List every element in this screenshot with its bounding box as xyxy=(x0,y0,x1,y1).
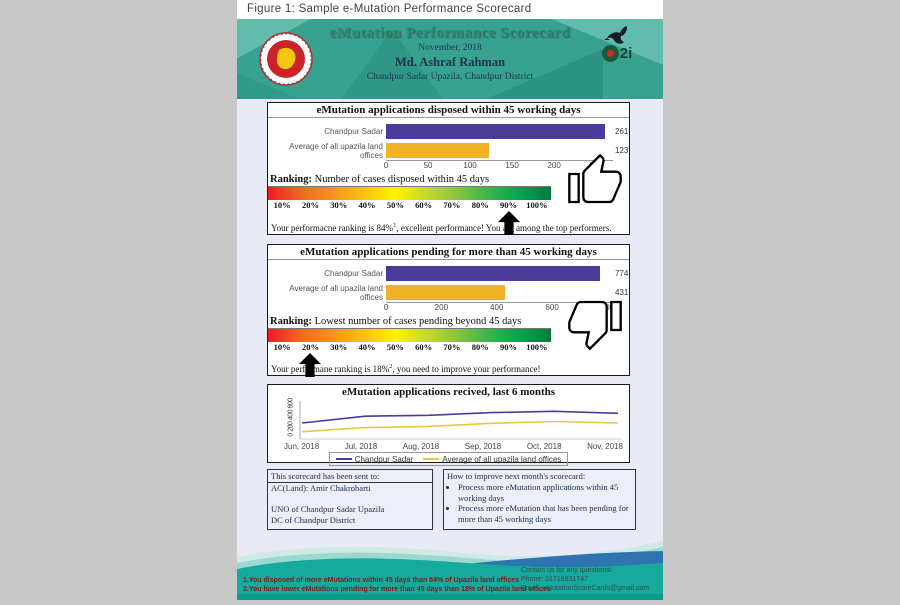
scale-label: 10% xyxy=(273,342,291,352)
bar-value: 431 xyxy=(615,288,629,297)
x-axis-labels xyxy=(284,442,623,451)
bar-label: Chandpur Sadar xyxy=(324,127,383,136)
sent-to-header: This scorecard has been sent to: xyxy=(268,470,432,483)
scale-label: 60% xyxy=(415,342,433,352)
panel-pending-title: eMutation applications pending for more than 45 working days xyxy=(268,245,629,260)
ranking-gradient-bar xyxy=(268,328,551,342)
axis-tick: 600 xyxy=(545,303,559,312)
legend-label: Chandpur Sadar xyxy=(354,454,414,464)
panel-disposed xyxy=(267,102,630,235)
legend-swatch xyxy=(423,458,439,460)
scale-label: 50% xyxy=(386,342,404,352)
scale-label: 20% xyxy=(301,342,319,352)
ranking-caption: Ranking: Lowest number of cases pending beyond 45 days xyxy=(270,316,522,327)
scale-label: 20% xyxy=(301,200,319,210)
ranking-caption: Ranking: Number of cases disposed within 45 days xyxy=(270,174,490,185)
pending-result-text: Your performane ranking is 18%$^2$, you need to improve your performance! xyxy=(271,363,541,374)
ranking-gradient-bar xyxy=(268,186,551,200)
sent-to-line: DC of Chandpur District xyxy=(271,515,356,525)
panel-received-title: eMutation applications recived, last 6 months xyxy=(341,386,556,398)
legend-swatch xyxy=(336,458,352,460)
contact-email: Email: eMutationScoreCards@gmail.com xyxy=(521,585,650,592)
line-plot xyxy=(292,400,626,442)
sent-to-line: UNO of Chandpur Sadar Upazila xyxy=(271,504,385,514)
x-tick-label: Aug, 2018 xyxy=(402,442,440,451)
thumbs-down-icon xyxy=(567,295,623,351)
y-axis-labels: 0 200 400 600 xyxy=(287,398,295,437)
legend-item xyxy=(336,455,414,464)
bar-value: 261 xyxy=(615,127,629,136)
improve-bullet: • Process more eMutation that has been pending for more than 45 working days xyxy=(458,503,632,524)
scale-label: 90% xyxy=(500,200,518,210)
bar-row xyxy=(268,264,629,283)
bar-row xyxy=(268,122,629,141)
office-name: Chandpur Sadar Upazila, Chandpur District xyxy=(366,72,534,82)
contact-info xyxy=(521,566,649,593)
scale-label: 70% xyxy=(443,342,461,352)
bar-label: Average of all upazila land offices xyxy=(289,283,383,302)
scale-label: 70% xyxy=(443,200,461,210)
contact-phone: Phone: 01716931747 xyxy=(521,576,588,583)
a2i-a-icon xyxy=(602,45,619,62)
scorecard-header xyxy=(237,19,663,99)
scale-label: 80% xyxy=(471,342,489,352)
scale-label: 50% xyxy=(386,200,404,210)
scale-label: 10% xyxy=(273,200,291,210)
scale-label: 100% xyxy=(526,200,548,210)
footnote-2: 2.You have lower eMutations pending for more than 45 days than 18% of Upazila land offices xyxy=(243,586,551,593)
scale-label: 60% xyxy=(415,200,433,210)
axis-tick: 200 xyxy=(547,161,561,170)
bar-chandpur xyxy=(386,266,600,281)
bar-label: Average of all upazila land offices xyxy=(289,141,383,160)
officer-name: Md. Ashraf Rahman xyxy=(394,55,506,69)
bar-value: 774 xyxy=(615,269,629,278)
scale-label: 80% xyxy=(471,200,489,210)
x-tick-label: Sep, 2018 xyxy=(464,442,502,451)
a2i-label: 2i xyxy=(619,45,633,62)
sent-to-table xyxy=(267,469,433,530)
figure-caption: Figure 1: Sample e-Mutation Performance Scorecard xyxy=(237,0,663,19)
thumbs-up-icon xyxy=(567,153,623,209)
scale-label: 90% xyxy=(500,342,518,352)
axis-tick: 100 xyxy=(463,161,477,170)
line-series xyxy=(302,422,618,432)
scale-label: 40% xyxy=(358,342,376,352)
axis-tick: 150 xyxy=(505,161,519,170)
footnotes xyxy=(243,576,551,594)
axis-tick: 50 xyxy=(423,161,433,170)
axis-tick: 0 xyxy=(383,161,389,170)
sent-to-line: AC(Land): Amir Chakrobarti xyxy=(271,483,371,493)
improve-header: How to improve next month's scorecard: xyxy=(447,471,586,481)
x-tick-label: Oct, 2018 xyxy=(526,442,562,451)
legend-item xyxy=(423,455,561,464)
scorecard-figure xyxy=(237,0,663,600)
scorecard-title: eMutation Performance Scorecard xyxy=(329,25,571,41)
legend-label: Average of all upazila land offices xyxy=(442,454,562,464)
contact-line: Contact us for any questions! xyxy=(521,567,612,574)
bird-icon xyxy=(604,25,630,47)
sent-to-line xyxy=(268,494,432,504)
scale-labels xyxy=(268,200,551,210)
axis-tick: 200 xyxy=(434,303,449,312)
scale-label: 40% xyxy=(358,200,376,210)
axis-tick: 0 xyxy=(383,303,389,312)
scale-label: 100% xyxy=(526,342,548,352)
scale-labels xyxy=(268,342,551,352)
x-tick-label: Nov, 2018 xyxy=(587,442,623,451)
a2i-logo xyxy=(585,25,649,91)
improve-bullet: • Process more eMutation applications within 45 working days xyxy=(458,482,632,503)
improve-table xyxy=(443,469,636,530)
chart-legend xyxy=(268,452,629,466)
panel-disposed-title: eMutation applications disposed within 45 working days xyxy=(268,103,629,118)
bar-label: Chandpur Sadar xyxy=(324,269,383,278)
panel-received xyxy=(267,384,630,463)
axis-tick: 400 xyxy=(490,303,504,312)
bar-average xyxy=(386,143,489,158)
scorecard-date: November, 2018 xyxy=(418,43,482,53)
bar-average xyxy=(386,285,505,300)
panel-pending xyxy=(267,244,630,376)
x-tick-label: Jul, 2018 xyxy=(344,442,378,451)
scale-label: 30% xyxy=(330,342,348,352)
scale-label: 30% xyxy=(330,200,348,210)
x-tick-label: Jun, 2018 xyxy=(284,442,320,451)
bar-value: 123 xyxy=(615,146,629,155)
footnote-1: 1.You disposed of more eMutations within 45 days than 84% of Upazila land offices xyxy=(243,577,520,584)
footer-wave xyxy=(237,535,663,600)
disposed-result-text: Your performacne ranking is 84%$^1$, excellent performance! You are among the top performers. xyxy=(271,222,612,233)
bar-chandpur xyxy=(386,124,605,139)
received-line-chart xyxy=(284,400,625,442)
